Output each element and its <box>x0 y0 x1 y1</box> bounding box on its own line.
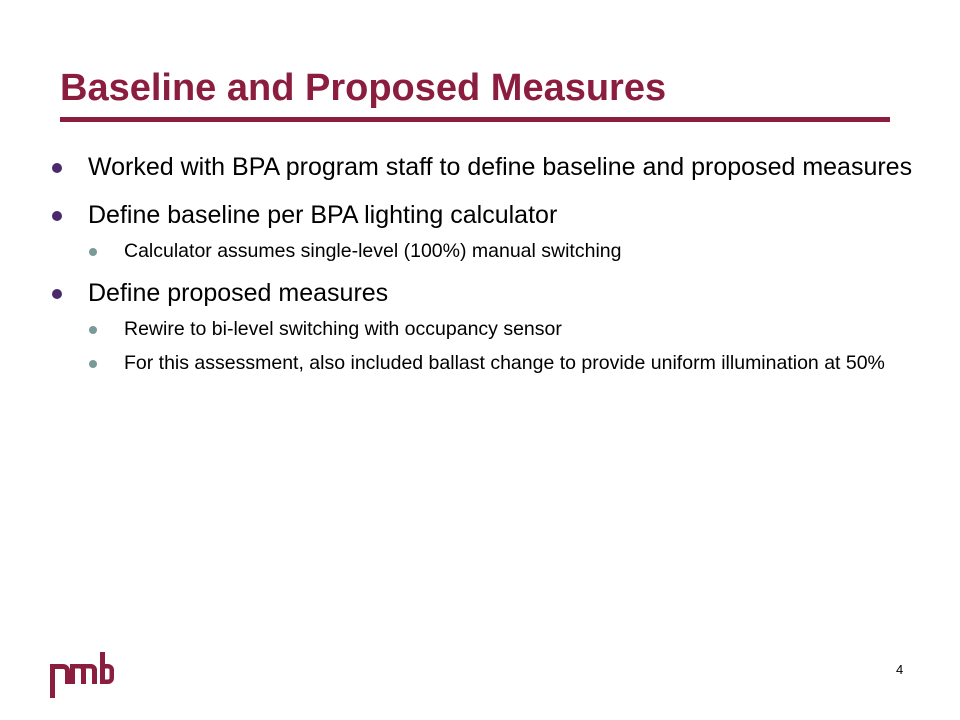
bullet-dot-icon <box>52 163 62 173</box>
sub-bullet-dot-icon <box>89 248 97 256</box>
company-logo-icon <box>48 650 114 700</box>
bullet-text: Worked with BPA program staff to define baseline and proposed measures <box>88 153 913 181</box>
bullet-list <box>52 148 942 386</box>
sub-bullet-item <box>88 316 942 342</box>
sub-bullet-text: Rewire to bi-level switching with occupancy sensor <box>124 318 562 340</box>
sub-bullet-item <box>88 238 942 264</box>
title-underline <box>60 117 890 122</box>
sub-bullet-list <box>88 316 942 376</box>
sub-bullet-text: For this assessment, also included ballast change to provide uniform illumination at 50% <box>124 352 885 374</box>
sub-bullet-text: Calculator assumes single-level (100%) manual switching <box>124 240 622 262</box>
page-number: 4 <box>896 662 904 677</box>
bullet-text: Define proposed measures <box>88 279 389 307</box>
bullet-dot-icon <box>52 211 62 221</box>
sub-bullet-dot-icon <box>89 326 97 334</box>
slide-title: Baseline and Proposed Measures <box>60 67 667 109</box>
bullet-item <box>52 274 942 376</box>
bullet-dot-icon <box>52 289 62 299</box>
sub-bullet-dot-icon <box>89 360 97 368</box>
sub-bullet-list <box>88 238 942 264</box>
bullet-item <box>52 196 942 264</box>
sub-bullet-item <box>88 350 942 376</box>
bullet-item <box>52 148 942 186</box>
bullet-text: Define baseline per BPA lighting calculator <box>88 201 558 229</box>
